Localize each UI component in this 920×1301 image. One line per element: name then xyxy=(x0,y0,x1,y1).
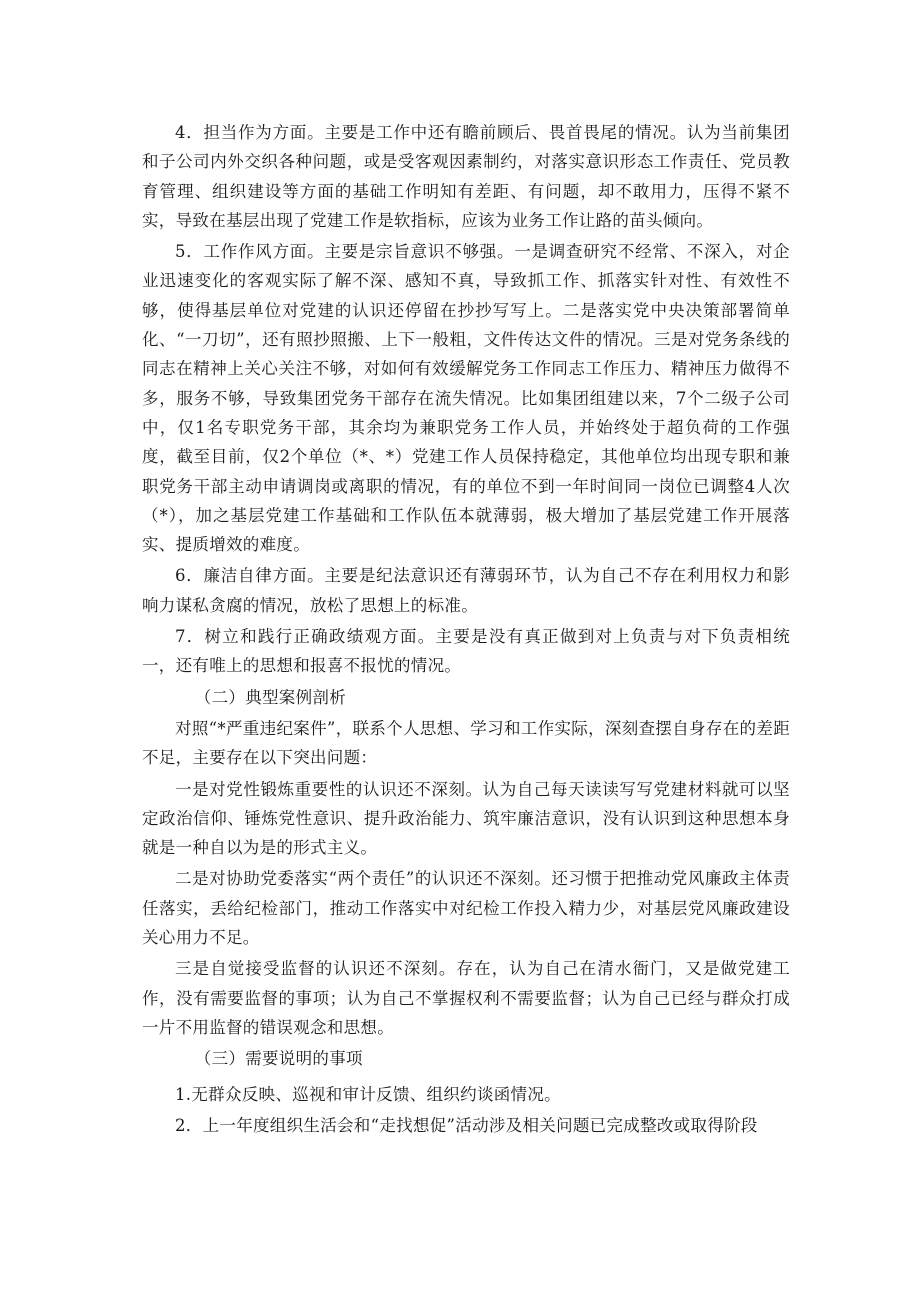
paragraph-case-point-1: 一是对党性锻炼重要性的认识还不深刻。认为自己每天读读写写党建材料就可以坚定政治信仰、锤炼党性意识、提升政治能力、筑牢廉洁意识，没有认识到这种思想本身就是一种自以为是的形式主义。 xyxy=(142,779,790,858)
section-heading-case-analysis: （二）典型案例剖析 xyxy=(194,687,346,707)
paragraph-note-2: 2．上一年度组织生活会和“走找想促”活动涉及相关问题已完成整改或取得阶段 xyxy=(175,1115,758,1135)
paragraph-responsibility: 4．担当作为方面。主要是工作中还有瞻前顾后、畏首畏尾的情况。认为当前集团和子公司内外交织各种问题，或是受客观因素制约，对落实意识形态工作责任、党员教育管理、组织建设等方面的基础工作明知有差距、有问题，却不敢用力，压得不紧不实，导致在基层出现了党建工作是软指标，应该为业务工作让路的苗头倾向。 xyxy=(142,123,790,230)
paragraph-case-point-3: 三是自觉接受监督的认识还不深刻。存在，认为自己在清水衙门，又是做党建工作，没有需要监督的事项；认为自己不掌握权利不需要监督；认为自己已经与群众打成一片不用监督的错误观念和思想。 xyxy=(142,959,790,1037)
document-body xyxy=(142,118,790,1140)
section-heading-notes: （三）需要说明的事项 xyxy=(194,1049,363,1069)
paragraph-case-point-2: 二是对协助党委落实“两个责任”的认识还不深刻。还习惯于把推动党风廉政主体责任落实，丢给纪检部门，推动工作落实中对纪检工作投入精力少，对基层党风廉政建设关心用力不足。 xyxy=(142,869,790,948)
paragraph-note-1: 1.无群众反映、巡视和审计反馈、组织约谈函情况。 xyxy=(175,1084,561,1104)
paragraph-integrity: 6．廉洁自律方面。主要是纪法意识还有薄弱环节，认为自己不存在利用权力和影响力谋私贪腐的情况，放松了思想上的标准。 xyxy=(142,566,790,615)
paragraph-case-intro: 对照“*严重违纪案件”，联系个人思想、学习和工作实际，深刻查摆自身存在的差距不足，主要存在以下突出问题： xyxy=(142,718,790,768)
paragraph-performance-view: 7．树立和践行正确政绩观方面。主要是没有真正做到对上负责与对下负责相统一，还有唯上的思想和报喜不报忧的情况。 xyxy=(142,627,790,676)
paragraph-work-style: 5．工作作风方面。主要是宗旨意识不够强。一是调查研究不经常、不深入，对企业迅速变化的客观实际了解不深、感知不真，导致抓工作、抓落实针对性、有效性不够，使得基层单位对党建的认识还停留在抄抄写写上。二是落实党中央决策部署简单化、“一刀切”，还有照抄照搬、上下一般粗，文件传达文件的情况。三是对党务条线的同志在精神上关心关注不够，对如何有效缓解党务工作同志工作压力、精神压力做得不多，服务不够，导致集团党务干部存在流失情况。比如集团组建以来，7个二级子公司中，仅1名专职党务干部，其余均为兼职党务工作人员，并始终处于超负荷的工作强度，截至目前，仅2个单位（*、*）党建工作人员保持稳定，其他单位均出现专职和兼职党务干部主动申请调岗或离职的情况，有的单位不到一年时间同一岗位已调整4人次（*），加之基层党建工作基础和工作队伍本就薄弱，极大增加了基层党建工作开展落实、提质增效的难度。 xyxy=(142,242,790,555)
